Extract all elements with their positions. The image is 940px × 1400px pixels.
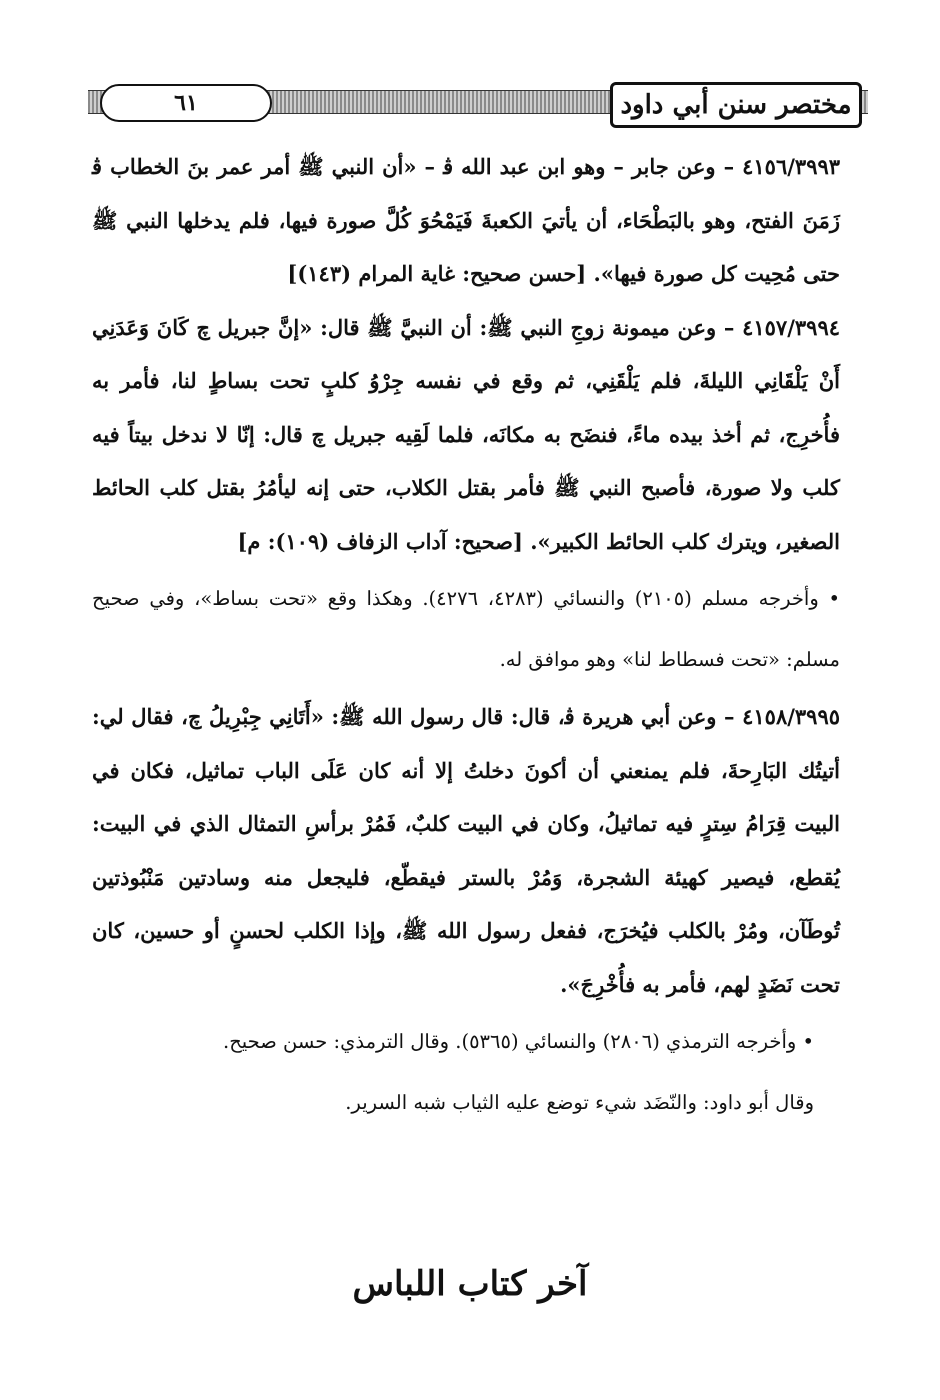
takhrij-note: • وأخرجه الترمذي (٢٨٠٦) والنسائي (٥٣٦٥). وقال الترمذي: حسن صحيح.: [223, 1030, 814, 1053]
chapter-end-title: آخر كتاب اللباس: [352, 1264, 588, 1304]
hadith-text: وعن جابر – وهو ابن عبد الله ﭬ – «أن النبي ﷺ أمر عمر بنَ الخطاب ﭬ زَمَنَ الفتح، وهو بالبَطْحَاء، أن يأتيَ الكعبةَ فَيَمْحُوَ كُلَّ صورة فيها، فلم يدخلها النبي ﷺ حتى مُحِيت كل صورة فيها». [حسن صحيح: غاية المرام (١٤٣)]: [92, 154, 840, 286]
hadith-text: وعن أبي هريرة ﭬ، قال: قال رسول الله ﷺ: «أَتَانِي جِبْرِيلُ ﭺ، فقال لي: أتيتُك البَارِحةَ، فلم يمنعني أن أكونَ دخلتُ إلا أنه كان عَلَى الباب تماثيل، فكان في البيت قِرَامُ سِترٍ فيه تماثيلُ، وكان في البيت كلبٌ، فَمُرْ برأسِ التمثال الذي في البيت: يُقطع، فيصير كهيئة الشجرة، وَمُرْ بالستر فيقطّع، فليجعل منه وسادتين مَنْبُوذتين تُوطَآن، ومُرْ بالكلب فيُخرَج، ففعل رسول الله ﷺ، وإذا الكلب لحسنٍ أو حسين، كان تحت نَضَدٍ لهم، فأمر به فأُخْرِجَ».: [92, 704, 840, 997]
hadith-number: ٤١٥٦/٣٩٩٣ –: [723, 154, 841, 179]
hadith-number: ٤١٥٧/٣٩٩٤ –: [723, 314, 840, 340]
takhrij-note: • وأخرجه مسلم (٢١٠٥) والنسائي (٤٢٨٣، ٤٢٧٦). وهكذا وقع «تحت بساط»، وفي صحيح مسلم: «تحت فسطاط لنا» وهو موافق له.: [92, 587, 840, 671]
hadith-number: ٤١٥٨/٣٩٩٥ –: [724, 704, 841, 729]
book-title: مختصر سنن أبي داود: [610, 82, 862, 128]
page-body: [92, 140, 840, 1133]
page-header: [88, 82, 868, 128]
hadith-text: وعن ميمونة زوجِ النبي ﷺ: أن النبيَّ ﷺ قال: «إنَّ جبريل ﭺ كَانَ وَعَدَنِي أَنْ يَلْقَانِي الليلةَ، فلم يَلْقَنِي، ثم وقع في نفسه جِرْوُ كلبٍ تحت بساطٍ لنا، فأمر به فأُخرِج، ثم أخذ بيده ماءً، فنضَح به مكانَه، فلما لَقِيه جبريل ﭺ قال: إنّا لا ندخل بيتاً فيه كلب ولا صورة، فأصبح النبي ﷺ فأمر بقتل الكلاب، حتى إنه ليأمُرُ بقتل كلب الحائط الصغير، ويترك كلب الحائط الكبير». [صحيح: آداب الزفاف (١٠٩): م]: [92, 314, 840, 554]
hadith-4157: [92, 301, 840, 569]
hadith-4156: [92, 140, 840, 301]
page-number: ٦١: [100, 84, 272, 122]
hadith-4158: [92, 690, 840, 1011]
author-note: وقال أبو داود: والنّضَد شيء توضع عليه الثياب شبه السرير.: [345, 1091, 814, 1114]
